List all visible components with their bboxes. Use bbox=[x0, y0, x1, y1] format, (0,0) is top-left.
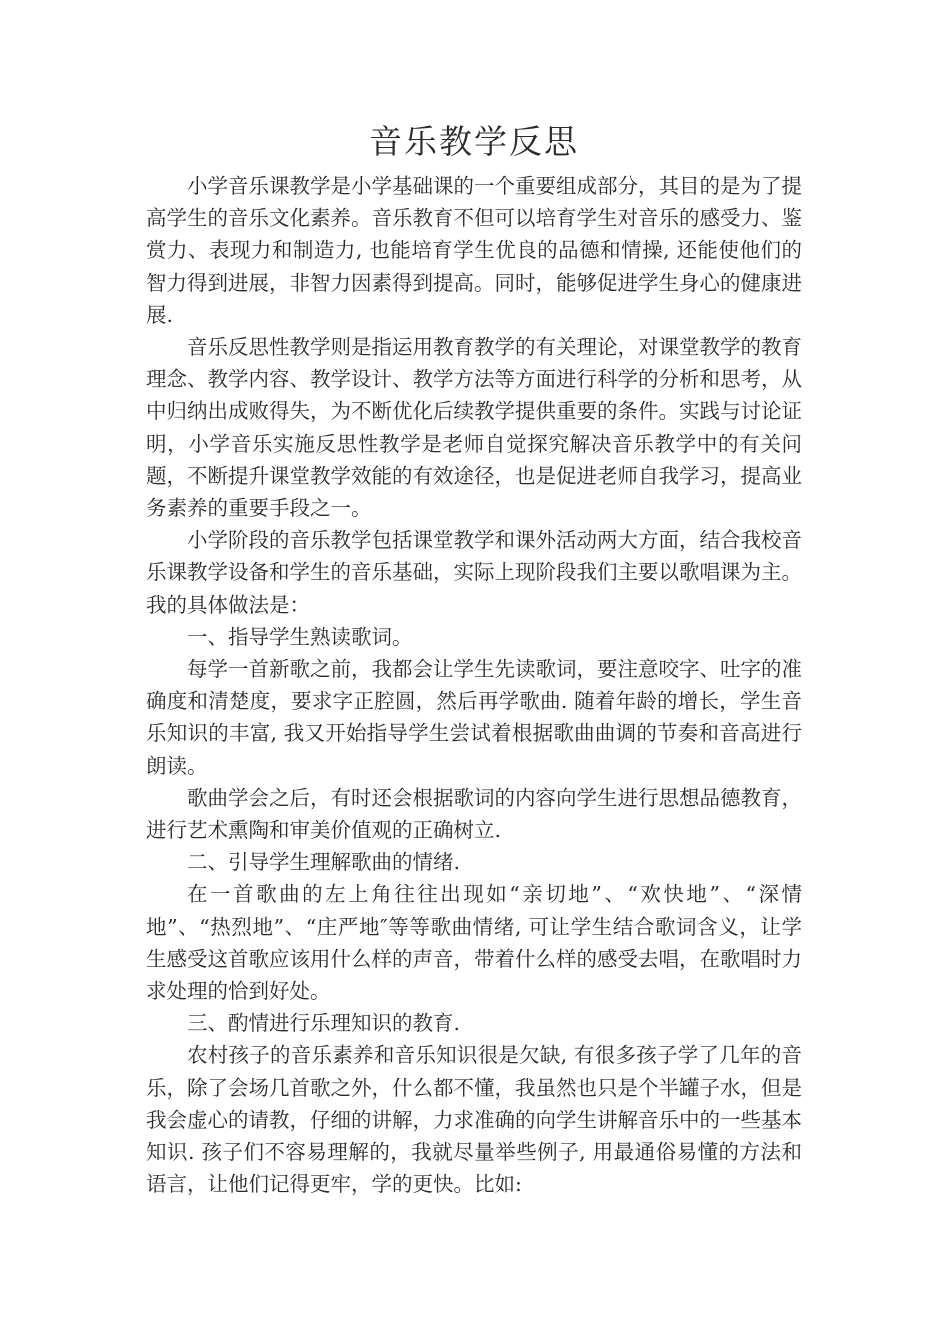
paragraph-music-theory: 农村孩子的音乐素养和音乐知识很是欠缺, 有很多孩子学了几年的音乐，除了会场几首歌之外，什么都不懂，我虽然也只是个半罐子水，但是我会虚心的请教，仔细的讲解，力求准确的向学生讲解音乐中的一些基本知识. 孩子们不容易理解的，我就尽量举些例子, 用最通俗易懂的方法和语言，让他们记得更牢，学的更快。比如: bbox=[146, 1043, 802, 1197]
section-heading-3: 三、酌情进行乐理知识的教育. bbox=[187, 1011, 461, 1036]
section-heading-1: 一、指导学生熟读歌词。 bbox=[187, 624, 413, 649]
document-page bbox=[146, 118, 802, 1201]
paragraph-moral-education: 歌曲学会之后，有时还会根据歌词的内容向学生进行思想品德教育，进行艺术熏陶和审美价值观的正确树立. bbox=[146, 785, 802, 843]
paragraph-song-emotion: 在一首歌曲的左上角往往出现如“亲切地”、“欢快地”、“深情地”、“热烈地”、“庄严地″等等歌曲情绪, 可让学生结合歌词含义，让学生感受这首歌应该用什么样的声音，带着什么样的感受去唱，在歌唱时力求处理的恰到好处。 bbox=[146, 882, 802, 1004]
section-heading-2: 二、引导学生理解歌曲的情绪. bbox=[187, 850, 461, 875]
paragraph-lyrics-reading: 每学一首新歌之前，我都会让学生先读歌词，要注意咬字、吐字的准确度和清楚度，要求字正腔圆，然后再学歌曲. 随着年龄的增长，学生音乐知识的丰富, 我又开始指导学生尝试着根据歌曲曲调的节奏和音高进行朗读。 bbox=[146, 657, 802, 778]
document-title: 音乐教学反思 bbox=[369, 122, 579, 161]
paragraph-intro: 小学音乐课教学是小学基础课的一个重要组成部分，其目的是为了提高学生的音乐文化素养。音乐教育不但可以培育学生对音乐的感受力、鉴赏力、表现力和制造力, 也能培育学生优良的品德和情操, 还能使他们的智力得到进展，非智力因素得到提高。同时，能够促进学生身心的健康进展. bbox=[146, 174, 802, 327]
paragraph-approach: 小学阶段的音乐教学包括课堂教学和课外活动两大方面，结合我校音乐课教学设备和学生的音乐基础，实际上现阶段我们主要以歌唱课为主。我的具体做法是： bbox=[146, 528, 802, 617]
paragraph-reflective-teaching: 音乐反思性教学则是指运用教育教学的有关理论，对课堂教学的教育理念、教学内容、教学设计、教学方法等方面进行科学的分析和思考，从中归纳出成败得失，为不断优化后续教学提供重要的条件。实践与讨论证明，小学音乐实施反思性教学是老师自觉探究解决音乐教学中的有关问题，不断提升课堂教学效能的有效途径，也是促进老师自我学习，提高业务素养的重要手段之一。 bbox=[146, 335, 802, 521]
